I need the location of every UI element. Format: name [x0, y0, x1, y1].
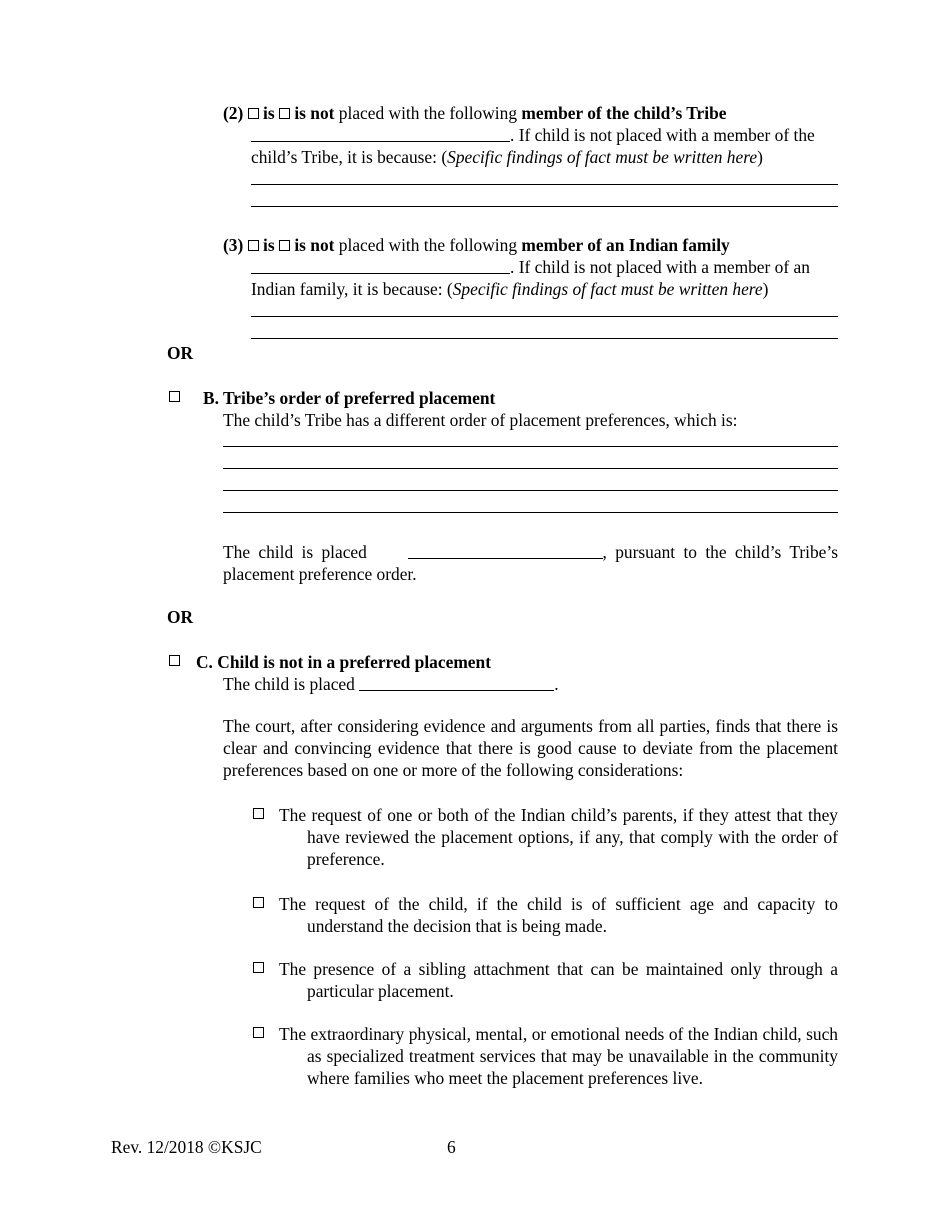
section-b-heading: B. Tribe’s order of preferred placement — [203, 388, 496, 408]
item-2-bold-tail: member of the child’s Tribe — [521, 103, 727, 123]
section-c-placement-blank[interactable] — [359, 675, 554, 691]
section-c-checkbox[interactable] — [169, 655, 180, 666]
item-2-line1 — [223, 102, 843, 124]
item-3-is-label: is — [263, 235, 275, 255]
item-3-is-not-checkbox[interactable] — [279, 240, 290, 251]
section-c-placed-post: . — [554, 674, 559, 694]
item-3-indian-family-blank[interactable] — [251, 258, 510, 274]
item-2-is-label: is — [263, 103, 275, 123]
section-b-placed-line2: placement preference order. — [223, 564, 417, 584]
consideration-1-checkbox[interactable] — [253, 808, 264, 819]
consideration-3-checkbox[interactable] — [253, 962, 264, 973]
item-3-bold-tail: member of an Indian family — [521, 235, 730, 255]
item-2-is-checkbox[interactable] — [248, 108, 259, 119]
section-c-heading: C. Child is not in a preferred placement — [196, 652, 491, 672]
item-2-is-not-checkbox[interactable] — [279, 108, 290, 119]
section-b-checkbox[interactable] — [169, 391, 180, 402]
item-3-is-checkbox[interactable] — [248, 240, 259, 251]
item-3-after-blank: . If child is not placed with a member of an — [510, 257, 810, 277]
section-b-preference-line-3[interactable] — [223, 490, 838, 491]
item-2-reason-italic: Specific findings of fact must be written here — [447, 147, 758, 167]
section-b-placed-pre: The child is placed — [223, 542, 367, 562]
section-c-court-findings: The court, after considering evidence and arguments from all parties, finds that there is clear and convincing evidence that there is good cause to deviate from the placement preferences based on one or more of the following considerations: — [223, 716, 838, 780]
footer-page-number: 6 — [447, 1137, 456, 1157]
consideration-1-text: The request of one or both of the Indian child’s parents, if they attest that they have reviewed the placement options, if any, that comply with the order of preference. — [279, 805, 838, 869]
section-b-placement-blank[interactable] — [408, 543, 603, 559]
section-b-preference-line-2[interactable] — [223, 468, 838, 469]
consideration-4-text: The extraordinary physical, mental, or emotional needs of the Indian child, such as specialized treatment services that may be unavailable in the community where families who meet the placement preferences live. — [279, 1024, 838, 1088]
or-label-2: OR — [167, 607, 194, 627]
consideration-4-checkbox[interactable] — [253, 1027, 264, 1038]
item-3-number: (3) — [223, 235, 244, 255]
item-2-reason-pre: child’s Tribe, it is because: ( — [251, 147, 448, 167]
item-2-line2 — [251, 124, 841, 146]
item-3-reason-pre: Indian family, it is because: ( — [251, 279, 453, 299]
or-label-1: OR — [167, 343, 194, 363]
item-2-line3 — [251, 146, 841, 168]
item-2-tribe-member-blank[interactable] — [251, 126, 510, 142]
item-3-text: placed with the following — [338, 235, 518, 255]
item-2-reason-post: ) — [757, 147, 763, 167]
item-3-findings-line-2[interactable] — [251, 338, 838, 339]
item-3-is-not-label: is not — [294, 235, 335, 255]
section-c-placed-line — [223, 673, 559, 695]
section-b-placed-post: , pursuant to the child’s Tribe’s — [602, 542, 838, 562]
item-2-is-not-label: is not — [294, 103, 335, 123]
footer-revision: Rev. 12/2018 ©KSJC — [111, 1137, 262, 1157]
consideration-2-text: The request of the child, if the child is of sufficient age and capacity to understand the decision that is being made. — [279, 894, 838, 936]
item-2-findings-line-1[interactable] — [251, 184, 838, 185]
item-3-findings-line-1[interactable] — [251, 316, 838, 317]
section-b-placed-line — [223, 541, 838, 563]
item-3-line2 — [251, 256, 841, 278]
item-3-line1 — [223, 234, 843, 256]
item-3-reason-post: ) — [762, 279, 769, 299]
item-2-text: placed with the following — [338, 103, 518, 123]
consideration-3-text: The presence of a sibling attachment that can be maintained only through a particular placement. — [279, 959, 838, 1001]
item-2-findings-line-2[interactable] — [251, 206, 838, 207]
item-2-after-blank: . If child is not placed with a member of the — [510, 125, 815, 145]
section-c-placed-pre: The child is placed — [223, 674, 355, 694]
section-b-intro: The child’s Tribe has a different order of placement preferences, which is: — [223, 410, 738, 430]
section-b-preference-line-1[interactable] — [223, 446, 838, 447]
item-2-number: (2) — [223, 103, 244, 123]
section-b-preference-line-4[interactable] — [223, 512, 838, 513]
item-3-line3 — [251, 278, 841, 300]
item-3-reason-italic: Specific findings of fact must be written here — [452, 279, 763, 299]
consideration-2-checkbox[interactable] — [253, 897, 264, 908]
